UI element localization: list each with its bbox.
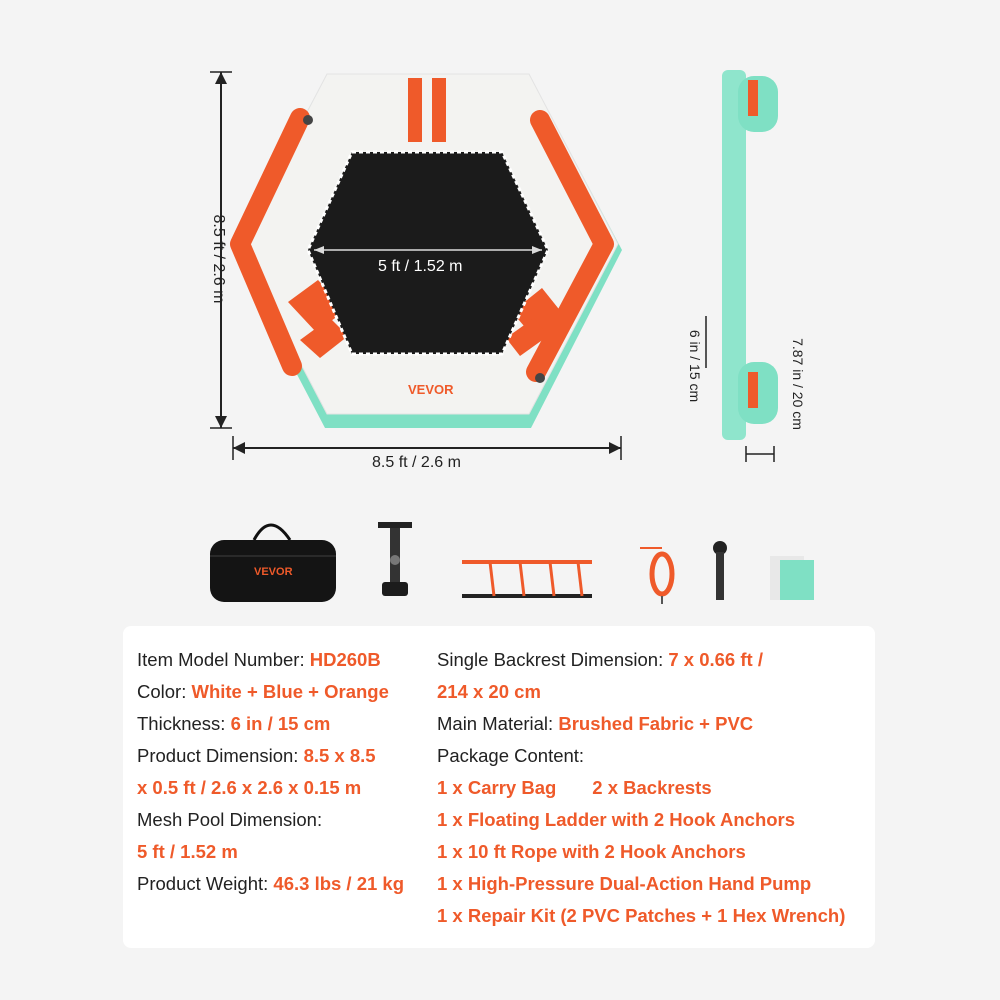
spec-mesh-label: Mesh Pool Dimension: [137, 809, 323, 830]
spec-model [137, 644, 437, 676]
spec-backrest-cont: 214 x 20 cm [437, 681, 541, 702]
height-dimension-label: 8.5 ft / 2.6 m [210, 214, 227, 304]
package-row [437, 772, 877, 804]
package-item: 1 x 10 ft Rope with 2 Hook Anchors [437, 841, 746, 862]
spec-label: Main Material: [437, 713, 559, 734]
spec-product-dimension [137, 740, 437, 772]
package-item: 2 x Backrests [592, 777, 712, 798]
hex-wrench [713, 541, 727, 600]
backrest-dimension-label: 7.87 in / 20 cm [790, 338, 806, 430]
spec-mesh-value: 5 ft / 1.52 m [137, 841, 238, 862]
spec-value: 8.5 x 8.5 [303, 745, 376, 766]
mesh-dimension-label: 5 ft / 1.52 m [378, 258, 463, 275]
floating-ladder [462, 562, 592, 596]
thickness-dimension-label: 6 in / 15 cm [687, 329, 703, 403]
spec-value: 6 in / 15 cm [230, 713, 331, 734]
side-view-platform [706, 70, 778, 462]
spec-label: Color: [137, 681, 192, 702]
spec-value: White + Blue + Orange [191, 681, 389, 702]
spec-value: Brushed Fabric + PVC [558, 713, 754, 734]
carry-bag [210, 525, 336, 602]
spec-thickness [137, 708, 437, 740]
platform-brand-logo: VEVOR [408, 382, 454, 397]
bag-brand-logo: VEVOR [254, 566, 293, 578]
spec-column-right [437, 644, 877, 932]
width-dimension-label: 8.5 ft / 2.6 m [372, 454, 461, 471]
spec-weight [137, 868, 437, 900]
spec-column-left [137, 644, 437, 900]
spec-label: Single Backrest Dimension: [437, 649, 669, 670]
spec-label: Thickness: [137, 713, 231, 734]
package-item: 1 x Carry Bag [437, 777, 557, 798]
spec-panel [123, 626, 875, 948]
hexagon-platform [232, 74, 622, 428]
spec-color [137, 676, 437, 708]
pvc-patches [770, 556, 814, 600]
spec-value: HD260B [309, 649, 381, 670]
spec-value: 46.3 lbs / 21 kg [273, 873, 405, 894]
package-item: 1 x Floating Ladder with 2 Hook Anchors [437, 809, 796, 830]
spec-package-label: Package Content: [437, 745, 585, 766]
spec-label: Item Model Number: [137, 649, 310, 670]
spec-label: Product Dimension: [137, 745, 304, 766]
spec-backrest [437, 644, 877, 676]
rope-coil [640, 548, 672, 604]
package-item: 1 x Repair Kit (2 PVC Patches + 1 Hex Wrench) [437, 905, 846, 926]
spec-label: Product Weight: [137, 873, 274, 894]
spec-material [437, 708, 877, 740]
spec-product-dimension-cont: x 0.5 ft / 2.6 x 2.6 x 0.15 m [137, 777, 362, 798]
package-item: 1 x High-Pressure Dual-Action Hand Pump [437, 873, 812, 894]
spec-value: 7 x 0.66 ft / [668, 649, 763, 670]
hand-pump [378, 522, 412, 596]
